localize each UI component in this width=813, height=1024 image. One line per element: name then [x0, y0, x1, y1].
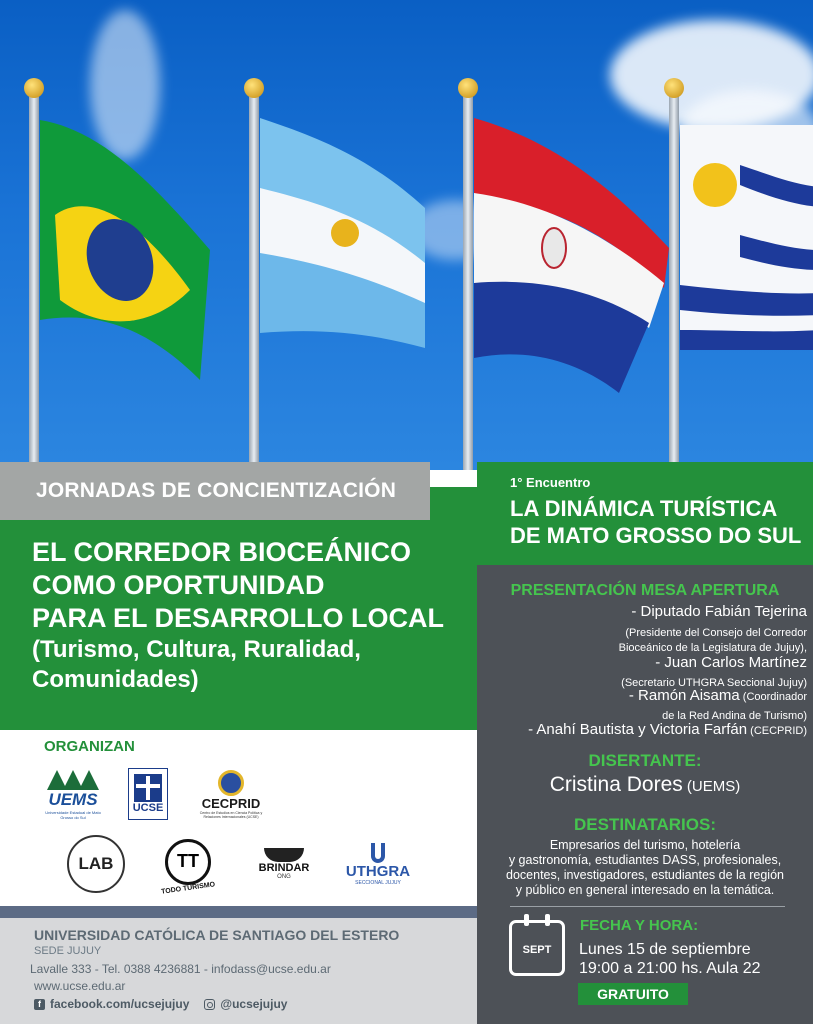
main-title: [32, 536, 472, 695]
speaker-line: [477, 721, 807, 739]
uthgra-logo: [338, 838, 418, 890]
instagram-icon: [204, 999, 215, 1010]
speaker-line: [477, 603, 807, 621]
event-title: [510, 495, 805, 549]
lab-text: LAB: [78, 854, 114, 873]
title-line: COMO OPORTUNIDAD: [32, 570, 325, 600]
facebook-link[interactable]: facebook.com/ucsejujuy: [50, 997, 190, 1011]
paraguay-flag: [474, 118, 674, 393]
cecprid-subtext: Centro de Estudios en Ciencia Política y Relaciones Internacionales (UCSE): [199, 810, 263, 819]
audience-line: y gastronomía, estudiantes DASS, profesionales,: [508, 853, 782, 867]
header-banner: [0, 462, 430, 520]
social-links: [34, 997, 287, 1011]
speaker-line: [477, 687, 807, 705]
event-number: 1° Encuentro: [510, 475, 591, 490]
speaker-name: - Diputado Fabián Tejerina: [631, 603, 807, 620]
tt-circle-icon: TT: [165, 839, 211, 885]
brindar-subtext: ONG: [277, 874, 291, 880]
todo-turismo-text: TODO TURISMO: [160, 880, 216, 896]
calendar-icon: [509, 920, 565, 976]
audience-text: [477, 838, 813, 898]
banner-text: JORNADAS DE CONCIENTIZACIÓN: [36, 479, 397, 502]
audience-line: Empresarios del turismo, hotelería: [549, 838, 741, 852]
schedule-time: 19:00 a 21:00 hs. Aula 22: [579, 960, 761, 977]
audience-line: docentes, investigadores, estudiantes de la región: [506, 868, 784, 882]
brindar-text: BRINDAR: [258, 862, 310, 874]
presentation-heading: PRESENTACIÓN MESA APERTURA: [510, 582, 780, 599]
disertante-name: Cristina Dores: [549, 773, 683, 796]
ucse-text: UCSE: [132, 802, 164, 814]
ucse-logo: [128, 768, 168, 820]
title-line: EL CORREDOR BIOCEÁNICO: [32, 537, 412, 567]
uems-text: UEMS: [48, 790, 98, 809]
speaker-line: [477, 654, 807, 672]
speaker-role: (Coordinador: [739, 691, 807, 703]
instagram-link[interactable]: @ucsejujuy: [220, 997, 288, 1011]
divider: [510, 906, 785, 907]
brazil-flag: [40, 120, 215, 390]
globe-icon: [218, 770, 244, 796]
brindar-logo: [252, 838, 316, 890]
uthgra-subtext: SECCIONAL JUJUY: [355, 879, 401, 886]
uems-mark-icon: [45, 768, 101, 790]
audience-heading: DESTINATARIOS:: [574, 815, 716, 834]
uthgra-mark-icon: [371, 843, 385, 863]
argentina-flag: [260, 118, 430, 348]
lab-logo: [67, 835, 125, 893]
speaker-role: Bioceánico de la Legislatura de Jujuy),: [618, 642, 807, 654]
title-line: PARA EL DESARROLLO LOCAL: [32, 603, 445, 633]
sede-label: SEDE JUJUY: [34, 945, 102, 957]
disertante: [477, 773, 813, 797]
facebook-icon: f: [34, 999, 45, 1010]
speaker-role: de la Red Andina de Turismo): [662, 710, 807, 722]
subtitle-line: (Turismo, Cultura, Ruralidad,: [32, 636, 361, 663]
website-link[interactable]: www.ucse.edu.ar: [34, 979, 126, 993]
disertante-org: (UEMS): [682, 778, 741, 795]
separator-bar: [0, 906, 477, 918]
hands-icon: [264, 848, 304, 862]
subtitle-line: Comunidades): [32, 666, 199, 693]
event-title-line: LA DINÁMICA TURÍSTICA: [510, 496, 778, 521]
cecprid-text: CECPRID: [201, 795, 261, 811]
speaker-name: - Ramón Aisama: [628, 687, 740, 704]
schedule-heading: FECHA Y HORA:: [580, 917, 699, 934]
speaker-name: - Anahí Bautista y Victoria Farfán: [528, 721, 748, 738]
uems-logo: [40, 765, 106, 823]
speaker-role: (CECPRID): [747, 725, 807, 737]
flags-photo: [0, 0, 813, 470]
schedule-date: Lunes 15 de septiembre: [579, 941, 751, 958]
cross-icon: [134, 774, 162, 802]
audience-line: y público en general interesado en la temática.: [515, 883, 775, 897]
uems-subtext: Universidade Estadual de Mato Grosso do Sul: [45, 810, 101, 820]
speaker-role: (Secretario UTHGRA Seccional Jujuy): [621, 677, 807, 689]
free-badge: GRATUITO: [578, 983, 688, 1005]
university-name: UNIVERSIDAD CATÓLICA DE SANTIAGO DEL ESTERO: [34, 927, 400, 943]
calendar-label: SEPT: [522, 944, 552, 956]
speaker-role: (Presidente del Consejo del Corredor: [625, 627, 807, 639]
contact-line: Lavalle 333 - Tel. 0388 4236881 - infodass@ucse.edu.ar: [30, 962, 331, 976]
uruguay-flag: [680, 125, 813, 350]
organizers-label: ORGANIZAN: [44, 738, 135, 755]
disertante-heading: DISERTANTE:: [588, 751, 702, 770]
todo-turismo-logo: [158, 835, 218, 895]
event-title-line: DE MATO GROSSO DO SUL: [510, 523, 802, 548]
cecprid-logo: [192, 763, 270, 825]
speaker-name: - Juan Carlos Martínez: [655, 654, 807, 671]
uthgra-text: UTHGRA: [345, 862, 411, 880]
